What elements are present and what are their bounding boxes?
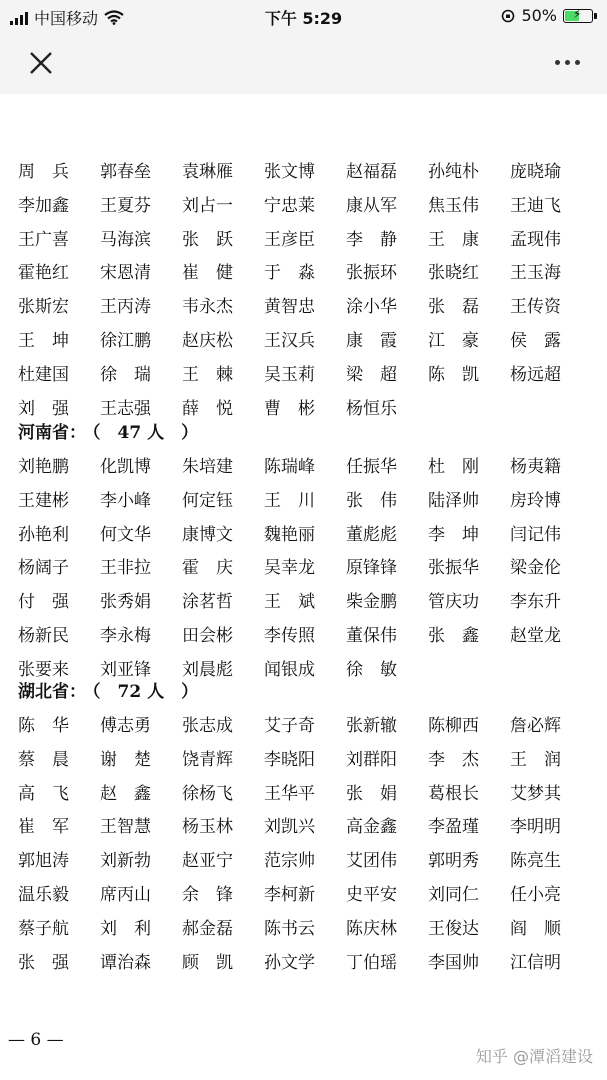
person-name: 袁琳雁 [182,162,233,182]
person-name: 张志成 [182,716,233,736]
person-name: 王汉兵 [264,331,315,351]
person-name: 董彪彪 [346,524,397,545]
battery-percent: 50% [521,6,557,25]
person-name: 谢 楚 [100,749,151,770]
carrier-name: 中国移动 [34,9,99,28]
person-name: 张新辙 [346,716,397,736]
person-name: 何文华 [100,524,151,545]
person-name: 杨玉林 [182,817,233,838]
person-name: 王俊达 [428,918,479,939]
person-name: 王华平 [264,783,315,804]
person-name: 艾团伟 [346,851,397,872]
person-name: 徐 敏 [346,659,397,680]
person-name: 侯 露 [510,331,561,351]
province-heading [18,680,198,704]
person-name: 王彦臣 [264,229,315,250]
person-name: 王 川 [264,490,315,511]
person-name: 李东升 [510,592,561,613]
person-name: 原锋锋 [346,558,397,579]
person-name: 陈书云 [264,918,315,939]
person-name: 张振环 [346,263,397,284]
person-name: 艾子奇 [264,716,315,736]
person-name: 李晓阳 [264,749,315,770]
person-name: 刘群阳 [346,749,397,770]
person-name: 王非拉 [100,558,151,579]
person-name: 张 跃 [182,229,233,250]
province-count: （ 47 人 ） [92,423,199,443]
person-name: 宋恩清 [100,263,151,284]
person-name: 王智慧 [100,817,151,838]
person-name: 刘艳鹏 [18,457,69,477]
person-name: 陈 凯 [428,364,479,385]
status-bar [0,0,607,32]
person-name: 蔡 晨 [18,749,69,770]
person-name: 管庆功 [428,592,479,613]
person-name: 康从军 [346,195,397,216]
document-page [0,94,607,1080]
person-name: 范宗帅 [264,851,315,872]
person-name: 刘 强 [18,398,69,419]
person-name: 张振华 [428,558,479,579]
person-name: 陈亮生 [510,851,561,872]
status-right [501,6,597,25]
person-name: 涂茗哲 [182,592,233,613]
person-name: 张 娟 [346,783,397,804]
person-name: 陈柳西 [428,716,479,736]
more-icon[interactable] [547,50,587,74]
person-name: 刘占一 [182,195,233,216]
person-name: 赵堂龙 [510,626,561,646]
person-name: 王 润 [510,749,561,770]
orientation-lock-icon [501,9,515,23]
battery-icon: ⚡ [563,9,593,23]
person-name: 孙艳利 [18,524,69,545]
person-name: 丁伯瑶 [346,952,397,973]
person-name: 艾梦其 [510,783,561,804]
person-name: 李小峰 [100,490,151,511]
person-name: 杨夷籍 [510,457,561,477]
person-name: 崔 健 [182,263,233,284]
person-name: 王 坤 [18,331,69,351]
battery-tip [594,13,597,19]
person-name: 史平安 [346,885,397,905]
person-name: 郭明秀 [428,851,479,872]
nav-bar [0,32,607,94]
person-name: 涂小华 [346,297,397,318]
person-name: 任振华 [346,457,397,477]
person-name: 李 杰 [428,749,479,770]
person-name: 陈瑞峰 [264,457,315,477]
person-name: 李明明 [510,817,561,838]
person-name: 王建彬 [18,490,69,511]
person-name: 孙纯朴 [428,162,479,182]
person-name: 张秀娟 [100,592,151,613]
person-name: 杜建国 [18,364,69,385]
person-name: 陈 华 [18,716,69,736]
person-name: 李永梅 [100,626,151,646]
person-name: 薛 悦 [182,398,233,419]
person-name: 崔 军 [18,817,69,838]
person-name: 张斯宏 [18,297,69,318]
person-name: 焦玉伟 [428,195,479,216]
person-name: 孟现伟 [510,229,561,250]
person-name: 李盈瑾 [428,817,479,838]
person-name: 周 兵 [18,162,69,182]
person-name: 李加鑫 [18,195,69,216]
person-name: 马海滨 [100,229,151,250]
person-name: 梁 超 [346,364,397,385]
person-name: 徐杨飞 [182,783,233,804]
person-name: 庞晓瑜 [510,162,561,182]
person-name: 郝金磊 [182,918,233,939]
person-name: 赵庆松 [182,331,233,351]
person-name: 江信明 [510,952,561,973]
person-name: 高金鑫 [346,817,397,838]
person-name: 李 静 [346,229,397,250]
person-name: 张 鑫 [428,626,479,646]
person-name: 席丙山 [100,885,151,905]
person-name: 刘亚锋 [100,659,151,680]
person-name: 田会彬 [182,626,233,646]
person-name: 张晓红 [428,263,479,284]
person-name: 霍 庆 [182,558,233,579]
person-name: 刘同仁 [428,885,479,905]
person-name: 李传照 [264,626,315,646]
person-name: 阎 顺 [510,918,561,939]
person-name: 郭春垒 [100,162,151,182]
person-name: 杨新民 [18,626,69,646]
person-name: 温乐毅 [18,885,69,905]
person-name: 詹必辉 [510,716,561,736]
person-name: 房玲博 [510,490,561,511]
person-name: 张 伟 [346,490,397,511]
person-name: 赵亚宁 [182,851,233,872]
person-name: 李 坤 [428,524,479,545]
person-name: 于 淼 [264,263,315,284]
person-name: 王传资 [510,297,561,318]
person-name: 王丙涛 [100,297,151,318]
person-name: 朱培建 [182,457,233,477]
person-name: 康博文 [182,524,233,545]
person-name: 王广喜 [18,229,69,250]
person-name: 吴幸龙 [264,558,315,579]
person-name: 曹 彬 [264,398,315,419]
person-name: 化凯博 [100,457,151,477]
person-name: 徐 瑞 [100,364,151,385]
person-name: 任小亮 [510,885,561,905]
person-name: 何定钰 [182,490,233,511]
person-name: 陆泽帅 [428,490,479,511]
person-name: 杜 刚 [428,457,479,477]
person-name: 江 豪 [428,331,479,351]
status-time: 下午 5:29 [264,9,343,28]
person-name: 余 锋 [182,885,233,905]
person-name: 谭治森 [100,952,151,973]
person-name: 宁忠莱 [264,195,315,216]
person-name: 赵福磊 [346,162,397,182]
person-name: 王迪飞 [510,195,561,216]
person-name: 董保伟 [346,626,397,646]
person-name: 康 霞 [346,331,397,351]
person-name: 张 强 [18,952,69,973]
person-name: 赵 鑫 [100,783,151,804]
person-name: 饶青辉 [182,749,233,770]
person-name: 王志强 [100,398,151,419]
person-name: 刘新勃 [100,851,151,872]
person-name: 王玉海 [510,263,561,284]
person-name: 杨远超 [510,364,561,385]
person-name: 王 棘 [182,364,233,385]
person-name: 霍艳红 [18,263,69,284]
person-name: 柴金鹏 [346,592,397,613]
person-name: 杨恒乐 [346,398,397,419]
province-name: 湖北省： [18,682,86,702]
watermark: 知乎 @潭滔建设 [475,1047,593,1066]
person-name: 郭旭涛 [18,851,69,872]
person-name: 张文博 [264,162,315,182]
person-name: 韦永杰 [182,297,233,318]
person-name: 杨阔子 [18,558,69,579]
person-name: 刘 利 [100,918,151,939]
person-name: 顾 凯 [182,952,233,973]
person-name: 黄智忠 [264,297,315,318]
province-heading [18,421,198,445]
province-count: （ 72 人 ） [92,682,199,702]
province-name: 河南省： [18,423,86,443]
person-name: 李柯新 [264,885,315,905]
person-name: 陈庆林 [346,918,397,939]
person-name: 傅志勇 [100,716,151,736]
person-name: 徐江鹏 [100,331,151,351]
person-name: 闫记伟 [510,524,561,545]
person-name: 孙文学 [264,952,315,973]
person-name: 魏艳丽 [264,524,315,545]
person-name: 刘凯兴 [264,817,315,838]
person-name: 张 磊 [428,297,479,318]
person-name: 李国帅 [428,952,479,973]
person-name: 付 强 [18,592,69,613]
person-name: 张要来 [18,659,69,680]
person-name: 王夏芬 [100,195,151,216]
person-name: 高 飞 [18,783,69,804]
page-number: — 6 — [8,1030,64,1050]
person-name: 刘晨彪 [182,659,233,680]
person-name: 蔡子航 [18,918,69,939]
person-name: 葛根长 [428,783,479,804]
close-icon[interactable] [24,46,58,80]
person-name: 闻银成 [264,659,315,680]
person-name: 王 康 [428,229,479,250]
person-name: 梁金伦 [510,558,561,579]
person-name: 王 斌 [264,592,315,613]
person-name: 吴玉莉 [264,364,315,385]
